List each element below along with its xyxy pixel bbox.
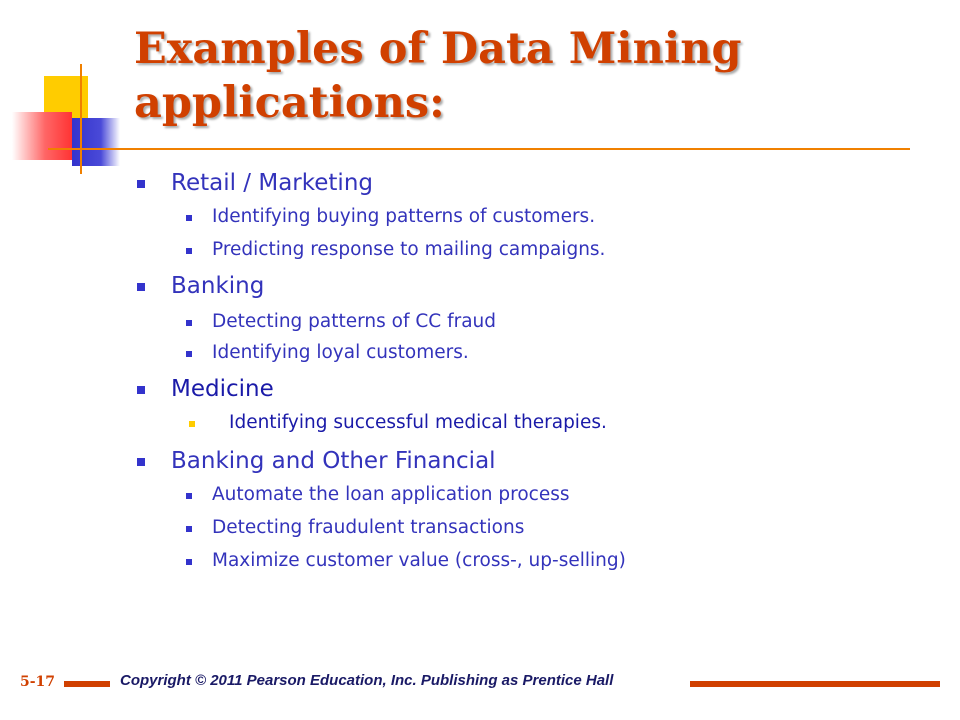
list-subitem <box>212 484 570 505</box>
list-subitem-label: Maximize customer value (cross-, up-selling) <box>212 550 626 571</box>
list-item-label: Retail / Marketing <box>171 170 373 196</box>
list-subitem-label: Detecting fraudulent transactions <box>212 517 525 538</box>
slide-number: 5-17 <box>20 674 56 690</box>
list-item-label: Banking and Other Financial <box>171 448 496 474</box>
bullet-icon <box>137 283 145 291</box>
copyright-text: Copyright © 2011 Pearson Education, Inc. Publishing as Prentice Hall <box>120 672 614 689</box>
list-subitem <box>212 550 626 571</box>
list-subitem <box>212 206 595 227</box>
list-subitem-label: Identifying buying patterns of customers. <box>212 206 596 227</box>
list-subitem <box>212 517 524 538</box>
list-item-label: Banking <box>171 273 265 299</box>
list-item-label: Medicine <box>171 376 274 402</box>
list-subitem-label: Detecting patterns of CC fraud <box>212 311 497 332</box>
list-subitem <box>212 239 605 260</box>
bullet-icon <box>186 351 192 357</box>
bullet-icon <box>137 180 145 188</box>
list-subitem-label: Predicting response to mailing campaigns. <box>212 239 606 260</box>
list-subitem <box>212 311 496 332</box>
list-subitem-label: Automate the loan application process <box>212 484 570 505</box>
list-subitem-label: Identifying loyal customers. <box>212 342 469 363</box>
bullet-icon <box>137 386 145 394</box>
footer-bar-right <box>690 681 940 687</box>
list-subitem <box>229 412 607 433</box>
list-subitem <box>212 342 469 363</box>
bullet-icon <box>189 421 195 427</box>
list-item-medicine <box>171 376 274 402</box>
footer-bar-left <box>64 681 110 687</box>
bullet-icon <box>186 215 192 221</box>
bullet-icon <box>186 493 192 499</box>
slide-title: Examples of Data Mining applications: <box>134 24 742 128</box>
bullet-icon <box>186 248 192 254</box>
bullet-icon <box>186 526 192 532</box>
bullet-icon <box>186 559 192 565</box>
bullet-icon <box>137 458 145 466</box>
bullet-icon <box>186 320 192 326</box>
list-item-retail-marketing <box>171 170 373 196</box>
list-item-banking <box>171 273 264 299</box>
list-subitem-label: Identifying successful medical therapies. <box>229 412 607 433</box>
list-item-banking-financial <box>171 448 496 474</box>
